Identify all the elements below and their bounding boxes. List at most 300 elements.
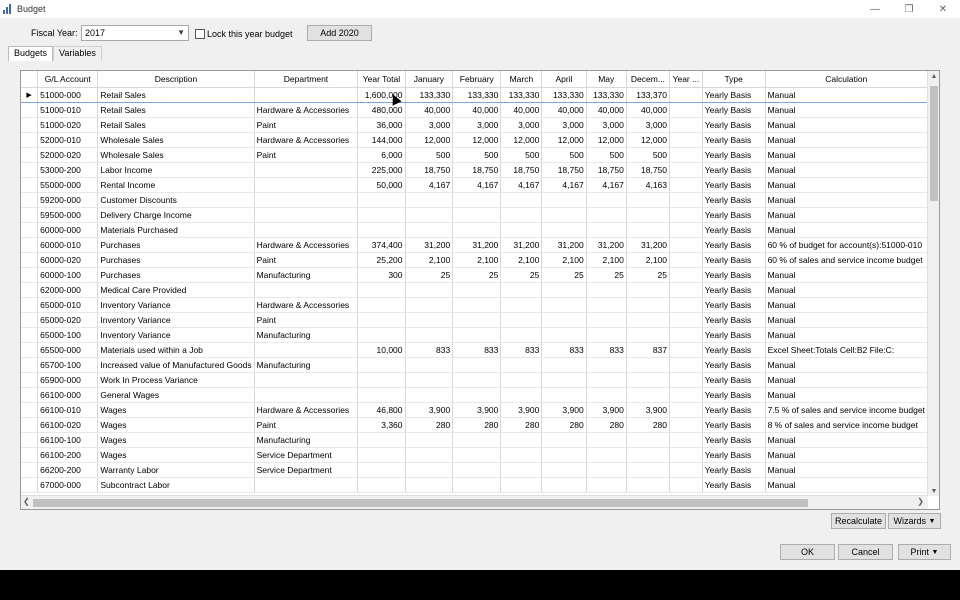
table-cell[interactable]: 25 — [542, 267, 586, 282]
table-cell[interactable] — [670, 447, 703, 462]
table-cell[interactable]: 31,200 — [453, 237, 501, 252]
table-cell[interactable]: Paint — [254, 252, 358, 267]
table-cell[interactable]: 66100-000 — [38, 387, 98, 402]
table-row[interactable] — [21, 282, 928, 297]
table-cell[interactable]: 280 — [453, 417, 501, 432]
table-cell[interactable]: Yearly Basis — [702, 357, 765, 372]
table-cell[interactable]: 40,000 — [453, 102, 501, 117]
table-cell[interactable]: Yearly Basis — [702, 342, 765, 357]
table-row[interactable] — [21, 162, 928, 177]
table-cell[interactable]: 12,000 — [405, 132, 453, 147]
add-year-button[interactable]: Add 2020 — [307, 25, 372, 41]
table-cell[interactable] — [501, 297, 542, 312]
table-cell[interactable]: Yearly Basis — [702, 447, 765, 462]
scroll-down-icon[interactable]: ▼ — [930, 488, 938, 495]
table-cell[interactable]: 40,000 — [626, 102, 669, 117]
table-cell[interactable]: 300 — [358, 267, 405, 282]
row-selector[interactable] — [21, 222, 38, 237]
table-cell[interactable]: 65900-000 — [38, 372, 98, 387]
horizontal-scrollbar[interactable] — [21, 495, 928, 509]
wizards-button[interactable] — [888, 513, 941, 529]
table-cell[interactable]: Yearly Basis — [702, 312, 765, 327]
table-cell[interactable]: 4,167 — [453, 177, 501, 192]
table-cell[interactable] — [453, 222, 501, 237]
table-cell[interactable]: 25 — [586, 267, 626, 282]
table-cell[interactable] — [453, 327, 501, 342]
table-row[interactable] — [21, 102, 928, 117]
table-cell[interactable] — [586, 447, 626, 462]
table-cell[interactable]: Yearly Basis — [702, 432, 765, 447]
table-cell[interactable]: Rental Income — [98, 177, 254, 192]
table-cell[interactable] — [670, 177, 703, 192]
table-cell[interactable]: Materials Purchased — [98, 222, 254, 237]
table-cell[interactable] — [358, 192, 405, 207]
table-cell[interactable]: 65000-020 — [38, 312, 98, 327]
recalculate-button[interactable]: Recalculate — [831, 513, 886, 529]
table-cell[interactable]: Yearly Basis — [702, 372, 765, 387]
table-cell[interactable] — [542, 282, 586, 297]
table-row[interactable] — [21, 237, 928, 252]
table-cell[interactable]: 36,000 — [358, 117, 405, 132]
table-cell[interactable]: Purchases — [98, 252, 254, 267]
table-cell[interactable] — [254, 342, 358, 357]
table-cell[interactable] — [501, 207, 542, 222]
table-cell[interactable] — [586, 357, 626, 372]
table-cell[interactable] — [453, 282, 501, 297]
column-header[interactable]: Decem... — [626, 71, 669, 87]
ok-button[interactable]: OK — [780, 544, 835, 560]
table-cell[interactable]: 25 — [626, 267, 669, 282]
row-selector[interactable]: ▶ — [21, 87, 38, 102]
row-selector[interactable] — [21, 147, 38, 162]
table-row[interactable] — [21, 342, 928, 357]
table-cell[interactable]: 55000-000 — [38, 177, 98, 192]
table-cell[interactable]: 3,360 — [358, 417, 405, 432]
table-cell[interactable] — [501, 222, 542, 237]
table-cell[interactable] — [453, 372, 501, 387]
table-cell[interactable] — [358, 477, 405, 492]
table-cell[interactable] — [626, 477, 669, 492]
table-cell[interactable]: 4,167 — [405, 177, 453, 192]
table-cell[interactable] — [254, 207, 358, 222]
fiscal-year-select[interactable] — [81, 25, 189, 41]
table-cell[interactable]: 280 — [542, 417, 586, 432]
table-cell[interactable]: Work In Process Variance — [98, 372, 254, 387]
table-cell[interactable] — [670, 417, 703, 432]
table-cell[interactable]: Manual — [765, 147, 927, 162]
table-cell[interactable] — [405, 387, 453, 402]
table-cell[interactable] — [626, 192, 669, 207]
table-cell[interactable] — [254, 387, 358, 402]
table-cell[interactable]: General Wages — [98, 387, 254, 402]
table-cell[interactable]: 4,167 — [501, 177, 542, 192]
table-cell[interactable]: 7.5 % of sales and service income budget — [765, 402, 927, 417]
table-cell[interactable] — [626, 297, 669, 312]
table-cell[interactable] — [542, 372, 586, 387]
table-row[interactable] — [21, 462, 928, 477]
table-cell[interactable]: 12,000 — [501, 132, 542, 147]
table-cell[interactable] — [586, 432, 626, 447]
table-cell[interactable] — [405, 207, 453, 222]
table-cell[interactable]: Subcontract Labor — [98, 477, 254, 492]
table-cell[interactable]: Purchases — [98, 237, 254, 252]
table-cell[interactable]: Service Department — [254, 447, 358, 462]
table-cell[interactable] — [254, 192, 358, 207]
table-cell[interactable]: Yearly Basis — [702, 237, 765, 252]
table-cell[interactable]: Yearly Basis — [702, 477, 765, 492]
scroll-left-icon[interactable]: ❮ — [23, 497, 30, 506]
table-cell[interactable] — [405, 462, 453, 477]
table-cell[interactable]: Manual — [765, 447, 927, 462]
table-cell[interactable] — [501, 432, 542, 447]
table-cell[interactable] — [501, 312, 542, 327]
table-cell[interactable] — [405, 357, 453, 372]
table-cell[interactable] — [405, 327, 453, 342]
table-cell[interactable]: Manual — [765, 177, 927, 192]
table-cell[interactable]: 46,800 — [358, 402, 405, 417]
table-row[interactable] — [21, 192, 928, 207]
table-cell[interactable]: Yearly Basis — [702, 252, 765, 267]
table-cell[interactable]: 60000-000 — [38, 222, 98, 237]
table-cell[interactable]: 833 — [586, 342, 626, 357]
table-cell[interactable] — [542, 327, 586, 342]
table-cell[interactable] — [670, 192, 703, 207]
table-cell[interactable]: Yearly Basis — [702, 387, 765, 402]
table-cell[interactable]: 2,100 — [405, 252, 453, 267]
row-selector[interactable] — [21, 237, 38, 252]
column-header[interactable]: March — [501, 71, 542, 87]
table-cell[interactable] — [670, 222, 703, 237]
table-cell[interactable]: 500 — [586, 147, 626, 162]
table-cell[interactable]: 31,200 — [405, 237, 453, 252]
table-cell[interactable] — [626, 282, 669, 297]
table-cell[interactable]: 500 — [501, 147, 542, 162]
table-cell[interactable] — [626, 327, 669, 342]
row-selector[interactable] — [21, 177, 38, 192]
table-cell[interactable]: 3,900 — [586, 402, 626, 417]
table-cell[interactable] — [453, 387, 501, 402]
table-cell[interactable] — [586, 312, 626, 327]
table-cell[interactable]: Hardware & Accessories — [254, 132, 358, 147]
table-cell[interactable] — [542, 192, 586, 207]
horizontal-scroll-thumb[interactable] — [33, 499, 808, 507]
budget-grid[interactable] — [20, 70, 940, 510]
table-row[interactable] — [21, 357, 928, 372]
table-cell[interactable]: 3,000 — [626, 117, 669, 132]
table-cell[interactable]: Hardware & Accessories — [254, 402, 358, 417]
table-cell[interactable]: Manual — [765, 387, 927, 402]
row-selector[interactable] — [21, 267, 38, 282]
table-cell[interactable] — [358, 462, 405, 477]
table-cell[interactable]: 3,000 — [542, 117, 586, 132]
table-cell[interactable]: Manual — [765, 207, 927, 222]
table-cell[interactable] — [254, 177, 358, 192]
table-cell[interactable]: Inventory Variance — [98, 327, 254, 342]
table-cell[interactable] — [453, 192, 501, 207]
table-cell[interactable]: Manufacturing — [254, 327, 358, 342]
table-cell[interactable]: Wages — [98, 447, 254, 462]
table-cell[interactable]: 133,330 — [405, 87, 453, 102]
table-row[interactable] — [21, 327, 928, 342]
scroll-right-icon[interactable]: ❯ — [917, 497, 924, 506]
table-cell[interactable]: 133,330 — [586, 87, 626, 102]
table-cell[interactable] — [501, 282, 542, 297]
table-cell[interactable] — [501, 327, 542, 342]
table-cell[interactable]: 65700-100 — [38, 357, 98, 372]
table-cell[interactable]: 500 — [542, 147, 586, 162]
table-cell[interactable]: Paint — [254, 312, 358, 327]
table-cell[interactable] — [542, 477, 586, 492]
row-selector[interactable] — [21, 342, 38, 357]
table-cell[interactable]: Wholesale Sales — [98, 147, 254, 162]
table-cell[interactable]: Yearly Basis — [702, 87, 765, 102]
table-cell[interactable]: 3,900 — [453, 402, 501, 417]
table-cell[interactable] — [670, 282, 703, 297]
column-header[interactable]: Type — [702, 71, 765, 87]
table-cell[interactable]: 3,900 — [405, 402, 453, 417]
table-cell[interactable]: 374,400 — [358, 237, 405, 252]
table-cell[interactable] — [254, 477, 358, 492]
column-header[interactable]: January — [405, 71, 453, 87]
table-cell[interactable]: 280 — [501, 417, 542, 432]
table-cell[interactable] — [453, 432, 501, 447]
table-cell[interactable]: 51000-010 — [38, 102, 98, 117]
table-cell[interactable]: Yearly Basis — [702, 132, 765, 147]
table-cell[interactable] — [542, 432, 586, 447]
table-cell[interactable]: 280 — [626, 417, 669, 432]
table-cell[interactable] — [405, 372, 453, 387]
table-cell[interactable] — [586, 192, 626, 207]
table-row[interactable] — [21, 402, 928, 417]
table-cell[interactable]: 2,100 — [626, 252, 669, 267]
table-cell[interactable] — [670, 312, 703, 327]
table-cell[interactable] — [586, 207, 626, 222]
table-cell[interactable] — [453, 297, 501, 312]
table-cell[interactable]: 40,000 — [405, 102, 453, 117]
table-cell[interactable] — [254, 87, 358, 102]
table-cell[interactable] — [670, 387, 703, 402]
table-cell[interactable]: Medical Care Provided — [98, 282, 254, 297]
table-cell[interactable]: 66100-010 — [38, 402, 98, 417]
table-cell[interactable]: 2,100 — [586, 252, 626, 267]
table-cell[interactable]: 18,750 — [586, 162, 626, 177]
table-row[interactable] — [21, 252, 928, 267]
table-cell[interactable] — [542, 387, 586, 402]
table-cell[interactable]: 50,000 — [358, 177, 405, 192]
table-cell[interactable] — [586, 462, 626, 477]
table-cell[interactable]: 25 — [453, 267, 501, 282]
table-cell[interactable]: Manual — [765, 432, 927, 447]
table-cell[interactable]: 60 % of budget for account(s):51000-010 — [765, 237, 927, 252]
table-cell[interactable]: 66100-200 — [38, 447, 98, 462]
table-row[interactable] — [21, 447, 928, 462]
table-cell[interactable]: Wholesale Sales — [98, 132, 254, 147]
close-icon[interactable]: ✕ — [938, 3, 948, 15]
table-cell[interactable]: Manufacturing — [254, 357, 358, 372]
table-cell[interactable]: 833 — [405, 342, 453, 357]
table-cell[interactable] — [358, 297, 405, 312]
table-cell[interactable]: 12,000 — [586, 132, 626, 147]
table-cell[interactable] — [358, 432, 405, 447]
table-cell[interactable]: Manual — [765, 162, 927, 177]
table-cell[interactable]: Manual — [765, 267, 927, 282]
table-cell[interactable] — [586, 297, 626, 312]
table-cell[interactable]: 8 % of sales and service income budget — [765, 417, 927, 432]
table-cell[interactable] — [670, 252, 703, 267]
table-row[interactable] — [21, 372, 928, 387]
table-cell[interactable] — [254, 282, 358, 297]
table-cell[interactable]: 833 — [542, 342, 586, 357]
row-selector[interactable] — [21, 402, 38, 417]
restore-icon[interactable]: ❐ — [904, 3, 914, 15]
table-cell[interactable]: Retail Sales — [98, 102, 254, 117]
table-cell[interactable] — [501, 387, 542, 402]
column-header[interactable]: May — [586, 71, 626, 87]
table-cell[interactable]: 62000-000 — [38, 282, 98, 297]
table-cell[interactable]: 3,900 — [501, 402, 542, 417]
table-row[interactable] — [21, 387, 928, 402]
table-cell[interactable] — [542, 312, 586, 327]
table-cell[interactable]: Wages — [98, 417, 254, 432]
table-cell[interactable] — [670, 87, 703, 102]
table-cell[interactable]: Manual — [765, 312, 927, 327]
table-cell[interactable] — [358, 222, 405, 237]
table-cell[interactable] — [670, 267, 703, 282]
table-cell[interactable]: Hardware & Accessories — [254, 237, 358, 252]
table-cell[interactable]: Yearly Basis — [702, 297, 765, 312]
table-cell[interactable] — [626, 432, 669, 447]
column-header[interactable]: February — [453, 71, 501, 87]
table-row[interactable] — [21, 87, 928, 102]
table-cell[interactable]: 4,167 — [542, 177, 586, 192]
table-cell[interactable] — [626, 447, 669, 462]
table-cell[interactable] — [670, 162, 703, 177]
table-cell[interactable]: Yearly Basis — [702, 417, 765, 432]
table-cell[interactable]: 66200-200 — [38, 462, 98, 477]
table-cell[interactable] — [501, 192, 542, 207]
table-cell[interactable] — [405, 222, 453, 237]
table-cell[interactable] — [626, 462, 669, 477]
table-cell[interactable]: 25 — [405, 267, 453, 282]
table-cell[interactable] — [358, 447, 405, 462]
table-row[interactable] — [21, 132, 928, 147]
table-cell[interactable] — [670, 402, 703, 417]
table-cell[interactable]: Manual — [765, 87, 927, 102]
table-cell[interactable]: 833 — [453, 342, 501, 357]
table-cell[interactable]: 6,000 — [358, 147, 405, 162]
table-cell[interactable] — [542, 207, 586, 222]
table-cell[interactable]: 59200-000 — [38, 192, 98, 207]
column-header[interactable]: G/L Account — [38, 71, 98, 87]
table-cell[interactable]: 65000-010 — [38, 297, 98, 312]
table-row[interactable] — [21, 117, 928, 132]
table-cell[interactable]: 18,750 — [501, 162, 542, 177]
table-cell[interactable]: 2,100 — [501, 252, 542, 267]
column-header[interactable]: Year Total — [358, 71, 405, 87]
table-cell[interactable] — [670, 102, 703, 117]
table-cell[interactable]: 18,750 — [405, 162, 453, 177]
table-cell[interactable] — [453, 357, 501, 372]
table-cell[interactable]: Wages — [98, 402, 254, 417]
table-cell[interactable] — [670, 207, 703, 222]
table-cell[interactable]: Yearly Basis — [702, 327, 765, 342]
table-cell[interactable]: 500 — [405, 147, 453, 162]
table-cell[interactable]: 1,600,000 — [358, 87, 405, 102]
column-header[interactable]: Calculation — [765, 71, 927, 87]
row-selector[interactable] — [21, 462, 38, 477]
tab-budgets[interactable]: Budgets — [8, 46, 53, 61]
table-cell[interactable] — [670, 462, 703, 477]
table-cell[interactable] — [626, 357, 669, 372]
table-cell[interactable] — [626, 312, 669, 327]
table-cell[interactable] — [405, 432, 453, 447]
table-cell[interactable] — [670, 327, 703, 342]
table-row[interactable] — [21, 177, 928, 192]
row-selector[interactable] — [21, 417, 38, 432]
table-cell[interactable]: 133,370 — [626, 87, 669, 102]
table-cell[interactable]: 65000-100 — [38, 327, 98, 342]
table-cell[interactable] — [586, 477, 626, 492]
table-cell[interactable]: Manufacturing — [254, 432, 358, 447]
table-cell[interactable]: Manual — [765, 477, 927, 492]
row-selector[interactable] — [21, 432, 38, 447]
table-cell[interactable] — [405, 282, 453, 297]
table-cell[interactable]: 133,330 — [501, 87, 542, 102]
table-cell[interactable] — [453, 312, 501, 327]
row-selector[interactable] — [21, 132, 38, 147]
table-cell[interactable]: 31,200 — [586, 237, 626, 252]
table-cell[interactable] — [586, 222, 626, 237]
table-cell[interactable] — [501, 462, 542, 477]
table-cell[interactable] — [542, 222, 586, 237]
table-cell[interactable] — [501, 372, 542, 387]
table-cell[interactable] — [501, 447, 542, 462]
row-selector[interactable] — [21, 477, 38, 492]
table-row[interactable] — [21, 417, 928, 432]
row-selector[interactable] — [21, 162, 38, 177]
table-cell[interactable]: Paint — [254, 147, 358, 162]
table-cell[interactable]: Manual — [765, 297, 927, 312]
table-cell[interactable]: Delivery Charge Income — [98, 207, 254, 222]
table-cell[interactable]: Inventory Variance — [98, 312, 254, 327]
tab-variables[interactable]: Variables — [53, 46, 102, 61]
vertical-scrollbar[interactable] — [927, 71, 939, 496]
table-row[interactable] — [21, 297, 928, 312]
table-cell[interactable] — [405, 447, 453, 462]
table-cell[interactable]: 25,200 — [358, 252, 405, 267]
table-cell[interactable] — [358, 387, 405, 402]
table-cell[interactable]: Warranty Labor — [98, 462, 254, 477]
table-cell[interactable] — [453, 207, 501, 222]
table-cell[interactable]: 133,330 — [542, 87, 586, 102]
table-cell[interactable]: 60 % of sales and service income budget — [765, 252, 927, 267]
table-cell[interactable]: Yearly Basis — [702, 207, 765, 222]
table-cell[interactable]: 18,750 — [453, 162, 501, 177]
table-cell[interactable]: 31,200 — [501, 237, 542, 252]
table-cell[interactable]: 133,330 — [453, 87, 501, 102]
table-cell[interactable]: Manual — [765, 282, 927, 297]
table-cell[interactable]: Yearly Basis — [702, 117, 765, 132]
table-cell[interactable]: 280 — [586, 417, 626, 432]
row-selector[interactable] — [21, 102, 38, 117]
table-cell[interactable]: Yearly Basis — [702, 177, 765, 192]
row-selector[interactable] — [21, 357, 38, 372]
row-selector[interactable] — [21, 192, 38, 207]
table-cell[interactable]: Paint — [254, 117, 358, 132]
table-cell[interactable]: 66100-100 — [38, 432, 98, 447]
table-cell[interactable] — [254, 372, 358, 387]
table-cell[interactable]: 2,100 — [453, 252, 501, 267]
